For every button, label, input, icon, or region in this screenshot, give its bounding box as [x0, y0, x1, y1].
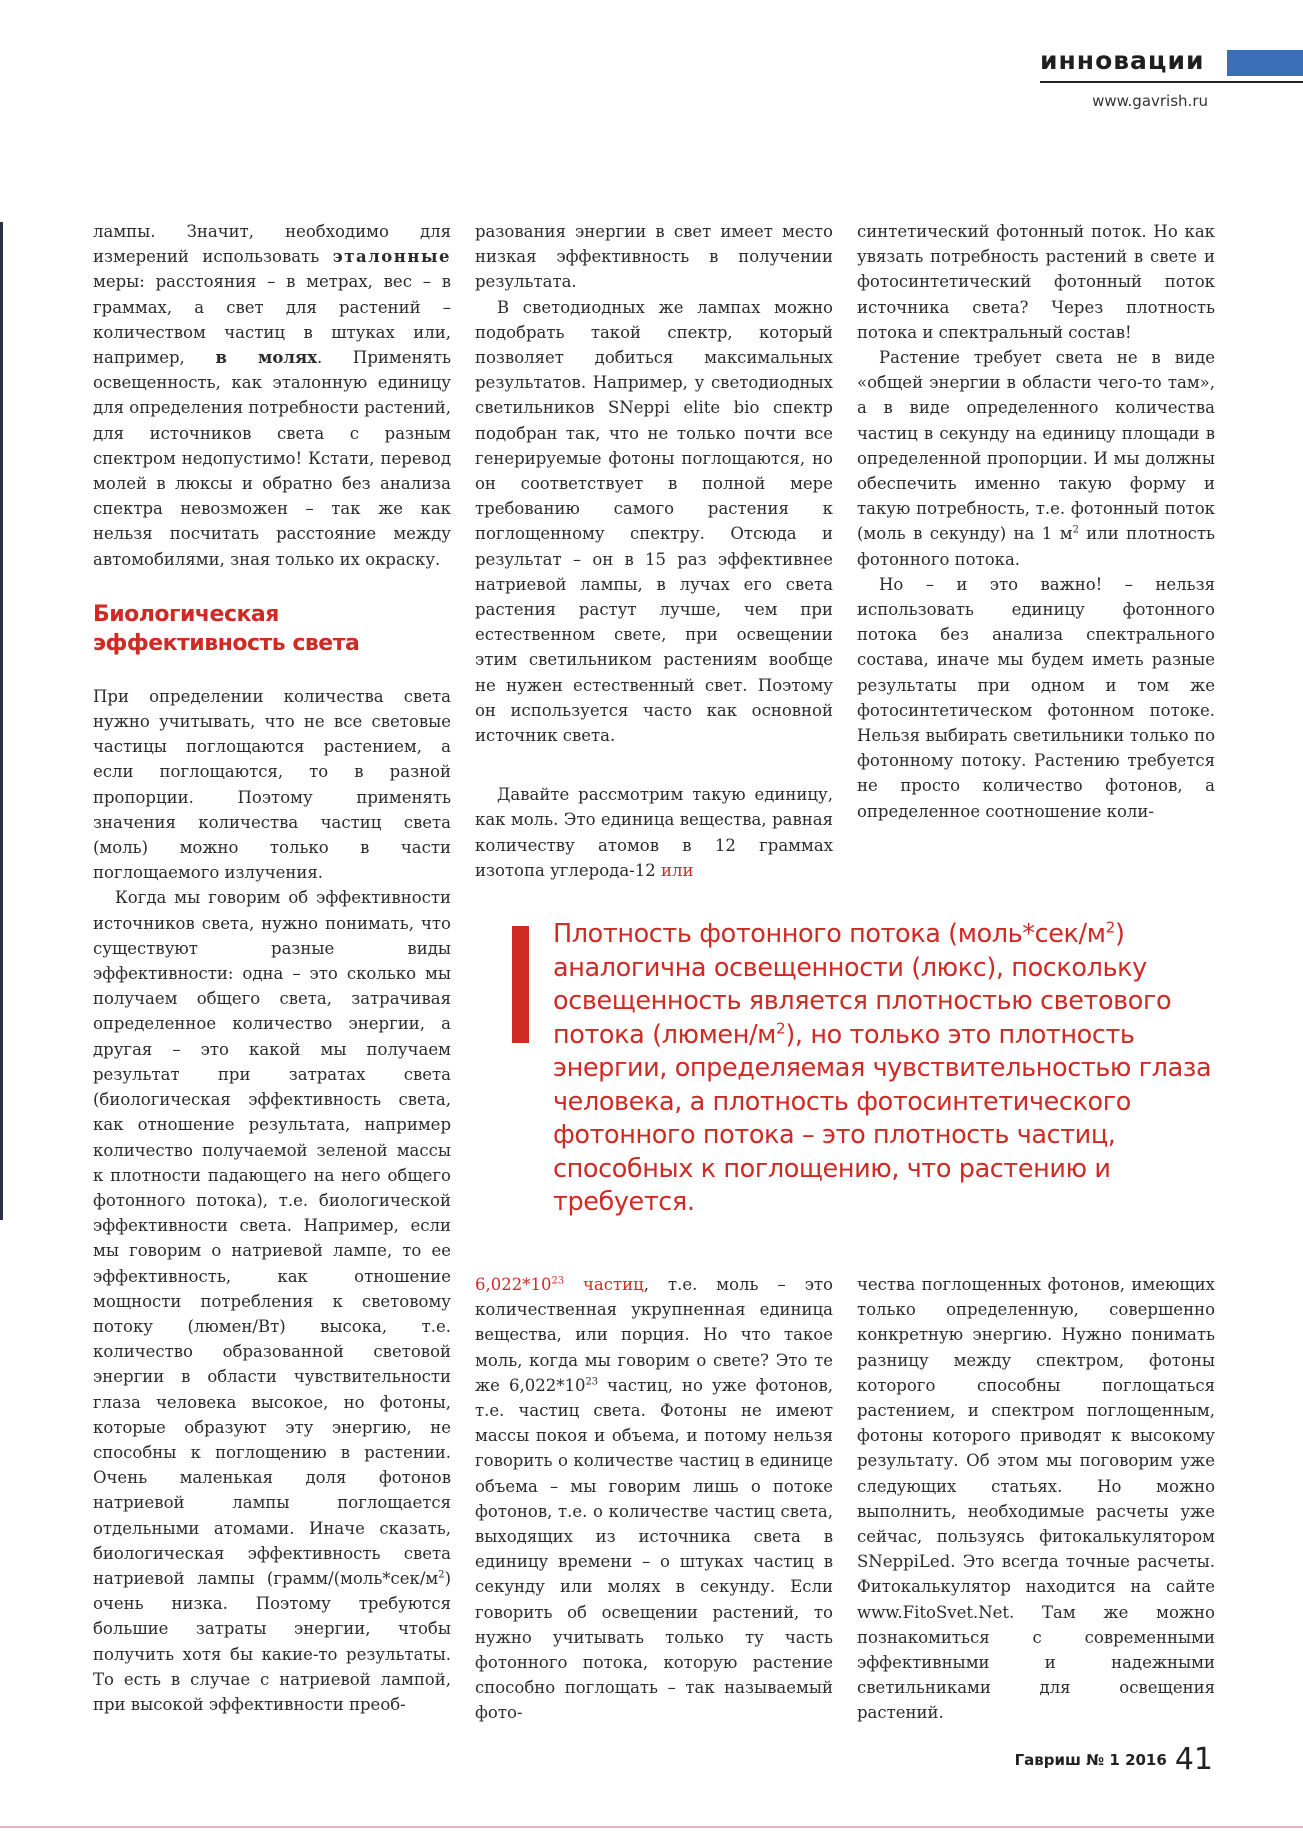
page-footer — [1015, 1742, 1213, 1777]
article-column-2-top — [475, 219, 833, 883]
paragraph: В светодиодных же лампах можно подобрать такой спектр, который позволяет добиться максимальных результатов. Например, у светодиодных светильников SNeppi elite bio спектр подобран так, что не только почти все генерируемые фотоны поглощаются, но он соответствует в полной мере требованию самого растения к поглощенному спектру. Отсюда и результат – он в 15 раз эффективнее натриевой лампы, в лучах его света растения растут лучше, чем при естественном свете, при освещении этим светильником растениям вообще не нужен естественный свет. Поэтому он используется часто как основной источник света. — [475, 297, 833, 746]
article-column-2-bottom — [475, 1272, 833, 1726]
paragraph: лампы. Значит, необходимо для измерений использовать эталонные меры: расстояния – в метрах, вес – в граммах, а свет для растений – количеством частиц в штуках или, например, в молях. Применять освещенность, как эталонную единицу для определения потребности растений, для источников света с разным спектром недопустимо! Кстати, перевод молей в люксы и обратно без анализа спектра невозможен – так же как нельзя посчитать расстояние между автомобилями, зная только их окраску. — [93, 222, 452, 569]
pull-quote: Плотность фотонного потока $(моль*сек/м^2)$ аналогична освещенности (люкс), поскольку освещенность является плотностью светового потока $(люмен/м^2)$, но только это плотность энергии, определяемая чувствительностью глаза человека, а плотность фотосинтетического фотонного потока – это плотность частиц, способных к поглощению, что растению и требуется. — [553, 918, 1212, 1217]
article-column-3-bottom — [857, 1272, 1215, 1726]
paragraph: Растение требует света не в виде «общей энергии в области чего-то там», а в виде определенного количества частиц в секунду на единицу площади в определенной пропорции. И мы должны обеспечить именно такую форму и такую потребность, т.е. фотонный поток (моль в секунду) на 1 $м^2$ или плотность фотонного потока. — [857, 348, 1215, 569]
paragraph: При определении количества света нужно учитывать, что не все световые частицы поглощаются растением, а если поглощаются, то в разной пропорции. Поэтому применять значения количества частиц света (моль) можно только в части поглощаемого излучения. — [93, 686, 451, 883]
left-edge-stripe — [0, 222, 3, 1220]
article-column-1 — [93, 219, 451, 1717]
magazine-issue: Гавриш № 1 2016 — [1014, 1751, 1167, 1769]
paragraph: Давайте рассмотрим такую единицу, как моль. Это единица вещества, равная количеству атомов в 12 граммах изотопа углерода-12 или — [475, 785, 833, 880]
paragraph: разования энергии в свет имеет место низкая эффективность в получении результата. — [475, 222, 833, 292]
site-url-link[interactable]: www.gavrish.ru — [1092, 92, 1208, 110]
page-number: 41 — [1174, 1742, 1213, 1777]
header-accent-bar — [1227, 50, 1303, 76]
article-column-3-top — [857, 219, 1215, 824]
bottom-edge-line — [0, 1826, 1303, 1828]
paragraph: синтетический фотонный поток. Но как увязать потребность растений в свете и фотосинтетический фотонный поток источника света? Через плотность потока и спектральный состав! — [857, 222, 1215, 342]
paragraph: чества поглощенных фотонов, имеющих только определенную, совершенно конкретную энергию. Нужно понимать разницу между спектром, фотоны которого способны поглощаться растением, и спектром поглощенным, фотоны которого приводят к высокому результату. Об этом мы поговорим уже следующих статьях. Но можно выполнить, необходимые расчеты уже сейчас, пользуясь фитокалькулятором SNeppiLed. Это всегда точные расчеты. Фитокалькулятор находится на сайте www.FitoSvet.Net. Там же можно познакомиться с современными эффективными и надежными светильниками для освещения растений. — [857, 1275, 1215, 1723]
paragraph: Но – и это важно! – нельзя использовать единицу фотонного потока без анализа спектрального состава, иначе мы будем иметь разные результаты при одном и том же фотосинтетическом фотонном потоке. Нельзя выбирать светильники только по фотонному потоку. Растению требуется не просто количество фотонов, а определенное соотношение коли- — [857, 574, 1215, 821]
paragraph: Когда мы говорим об эффективности источников света, нужно понимать, что существуют разные виды эффективности: одна – это сколько мы получаем общего света, затрачивая определенное количество энергии, а другая – это какой мы получаем результат при затратах света (биологическая эффективность света, как отношение результата, например количество получаемой зеленой массы к плотности падающего на него общего фотонного потока), т.е. биологической эффективности света. Например, если мы говорим о натриевой лампе, то ее эффективность, как отношение мощности потребления к световому потоку (люмен/Вт) высока, т.е. количество образованной световой энергии в области чувствительности глаза человека высокое, но фотоны, которые образуют эту энергию, не способны к поглощению в растении. Очень маленькая доля фотонов натриевой лампы поглощается отдельными атомами. Иначе сказать, биологическая эффективность света натриевой лампы ($грамм/(моль*сек/м^2)$ очень низка. Поэтому требуются большие затраты энергии, чтобы получить хотя бы какие-то результаты. То есть в случае с натриевой лампой, при высокой эффективности преоб- — [93, 888, 451, 1714]
paragraph: $6,022*10^{23}$ частиц, т.е. моль – это количественная укрупненная единица вещества, или порция. Но что такое моль, когда мы говорим о свете? Это те же $6,022*10^{23}$ частиц, но уже фотонов, т.е. частиц света. Фотоны не имеют массы покоя и объема, и потому нельзя говорить о количестве частиц в единице объема – мы говорим лишь о потоке фотонов, т.е. о количестве частиц света, выходящих из источника света в единицу времени – о штуках частиц в секунду или молях в секунду. Если говорить об освещении растений, то нужно учитывать только ту часть фотонного потока, которую растение способно поглощать – так называемый фото- — [475, 1275, 834, 1723]
section-label: инновации — [1040, 46, 1205, 75]
pull-quote-bar — [512, 926, 529, 1043]
section-heading: Биологическая эффективность света — [93, 601, 360, 656]
header-rule — [1040, 81, 1303, 83]
